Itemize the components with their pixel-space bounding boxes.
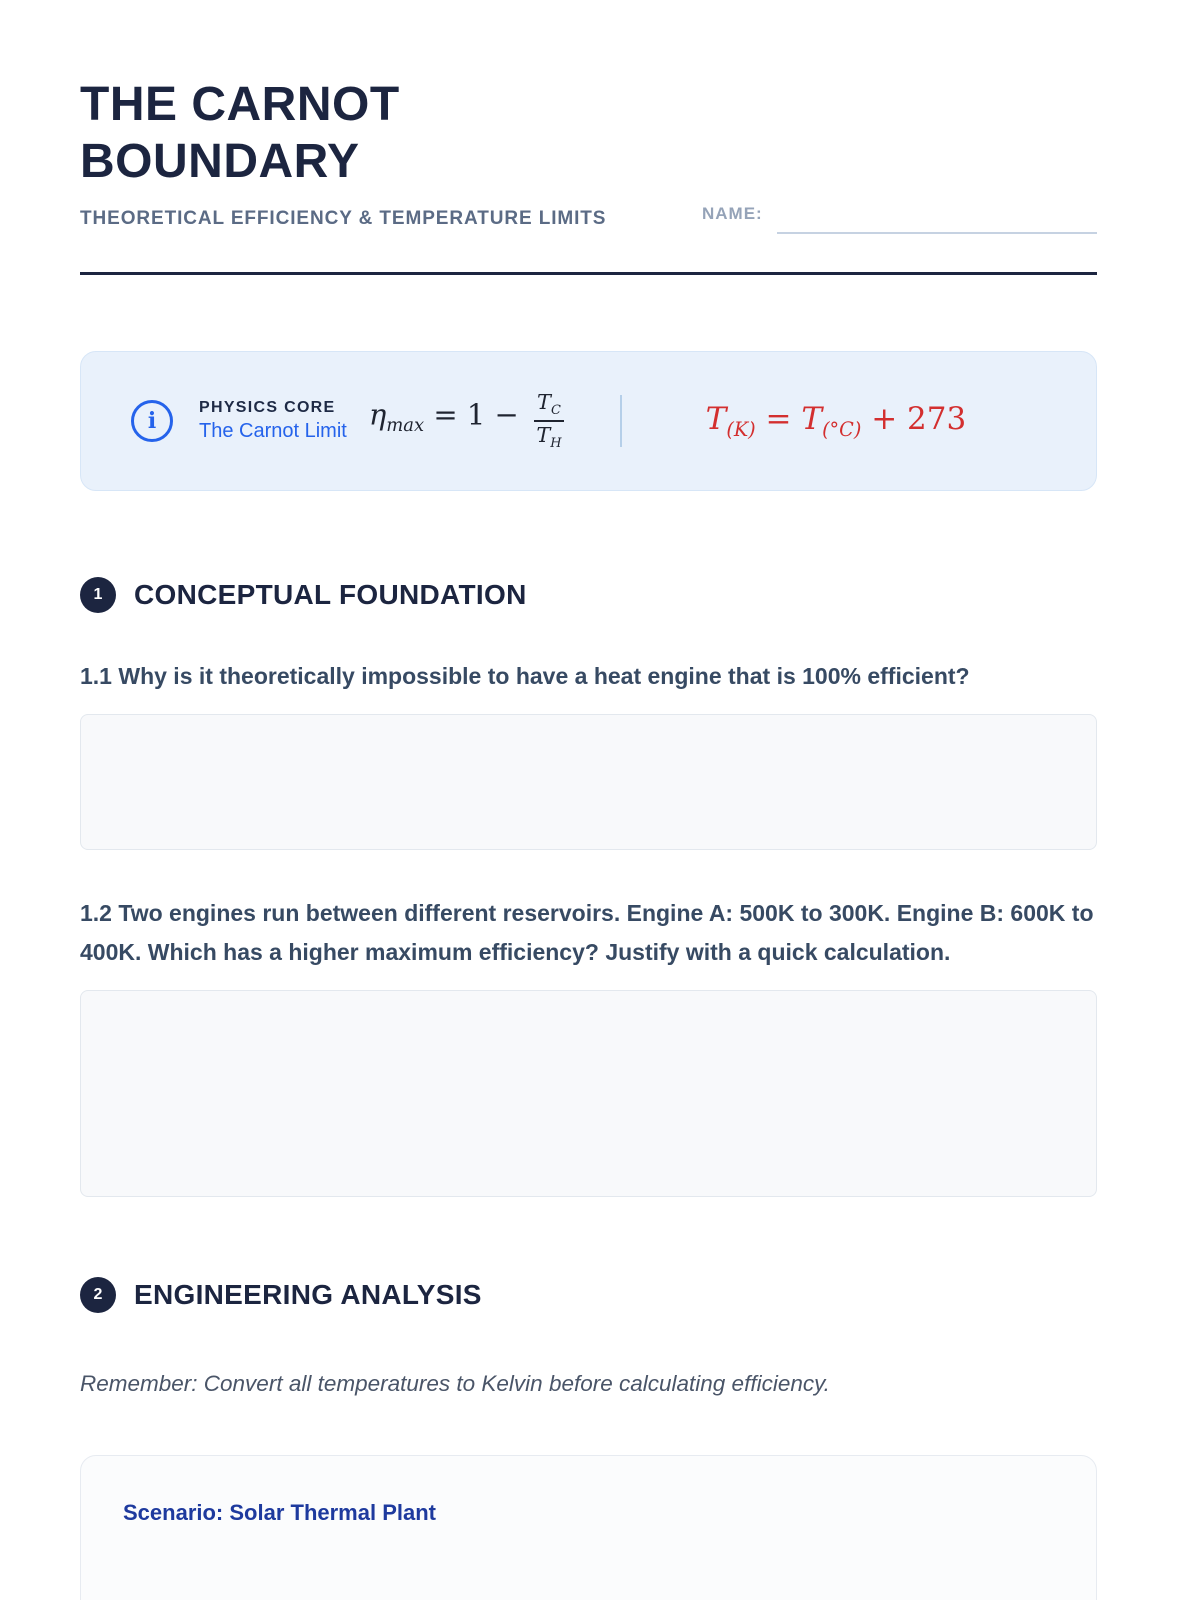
page-subtitle: THEORETICAL EFFICIENCY & TEMPERATURE LIMITS	[80, 208, 607, 229]
physics-core-infobox	[80, 351, 1097, 491]
kelvin-lhs-sub: (K)	[726, 418, 756, 442]
formula-th-var: T	[536, 423, 551, 447]
section-2-badge: 2	[80, 1277, 116, 1313]
kelvin-tail: + 273	[861, 400, 967, 437]
kelvin-conversion-formula	[622, 401, 1050, 441]
page-title-line2: BOUNDARY	[80, 135, 360, 188]
answer-box-1-1[interactable]	[80, 714, 1097, 850]
name-field-group	[702, 204, 1097, 234]
formula-equals: = 1 −	[424, 397, 529, 432]
page-title	[80, 76, 1097, 190]
info-icon-glyph: i	[147, 408, 157, 434]
section-1-heading	[80, 577, 1097, 613]
section-1-title: CONCEPTUAL FOUNDATION	[134, 579, 527, 610]
infobox-label: The Carnot Limit	[199, 420, 347, 442]
question-1-1: 1.1 Why is it theoretically impossible to have a heat engine that is 100% efficient?	[80, 663, 970, 689]
carnot-efficiency-formula	[369, 390, 564, 452]
header-subrow	[80, 204, 1097, 234]
infobox-labels	[199, 399, 347, 443]
formula-fraction	[534, 390, 564, 452]
answer-box-1-2[interactable]	[80, 990, 1097, 1197]
scenario-title: Scenario: Solar Thermal Plant	[123, 1500, 436, 1525]
infobox-kicker: PHYSICS CORE	[199, 399, 336, 416]
kelvin-equals: =	[755, 400, 802, 437]
kelvin-rhs-var: T	[801, 400, 823, 437]
kelvin-reminder-note: Remember: Convert all temperatures to Kelvin before calculating efficiency.	[80, 1371, 830, 1396]
question-1-2: 1.2 Two engines run between different reservoirs. Engine A: 500K to 300K. Engine B: 600K to 400K. Which has a higher maximum efficiency? Justify with a quick calculation.	[80, 900, 1094, 965]
formula-th-sub: H	[550, 436, 562, 452]
name-input[interactable]	[777, 204, 1097, 234]
header-divider	[80, 272, 1097, 275]
formula-eta: η	[368, 397, 387, 432]
scenario-card	[80, 1455, 1097, 1600]
kelvin-rhs-sub: (°C)	[822, 418, 862, 442]
section-2-title: ENGINEERING ANALYSIS	[134, 1279, 482, 1310]
formula-eta-sub: max	[386, 415, 425, 437]
page-title-line1: THE CARNOT	[80, 78, 400, 131]
formula-fraction-denominator	[534, 422, 564, 452]
info-icon	[131, 400, 173, 442]
formula-tc-var: T	[537, 389, 551, 414]
section-2-heading	[80, 1277, 1097, 1313]
formula-tc-sub: C	[550, 403, 561, 419]
section-1-badge: 1	[80, 577, 116, 613]
kelvin-lhs-var: T	[705, 400, 727, 437]
formula-fraction-numerator	[534, 390, 564, 422]
name-label: NAME:	[702, 204, 763, 223]
